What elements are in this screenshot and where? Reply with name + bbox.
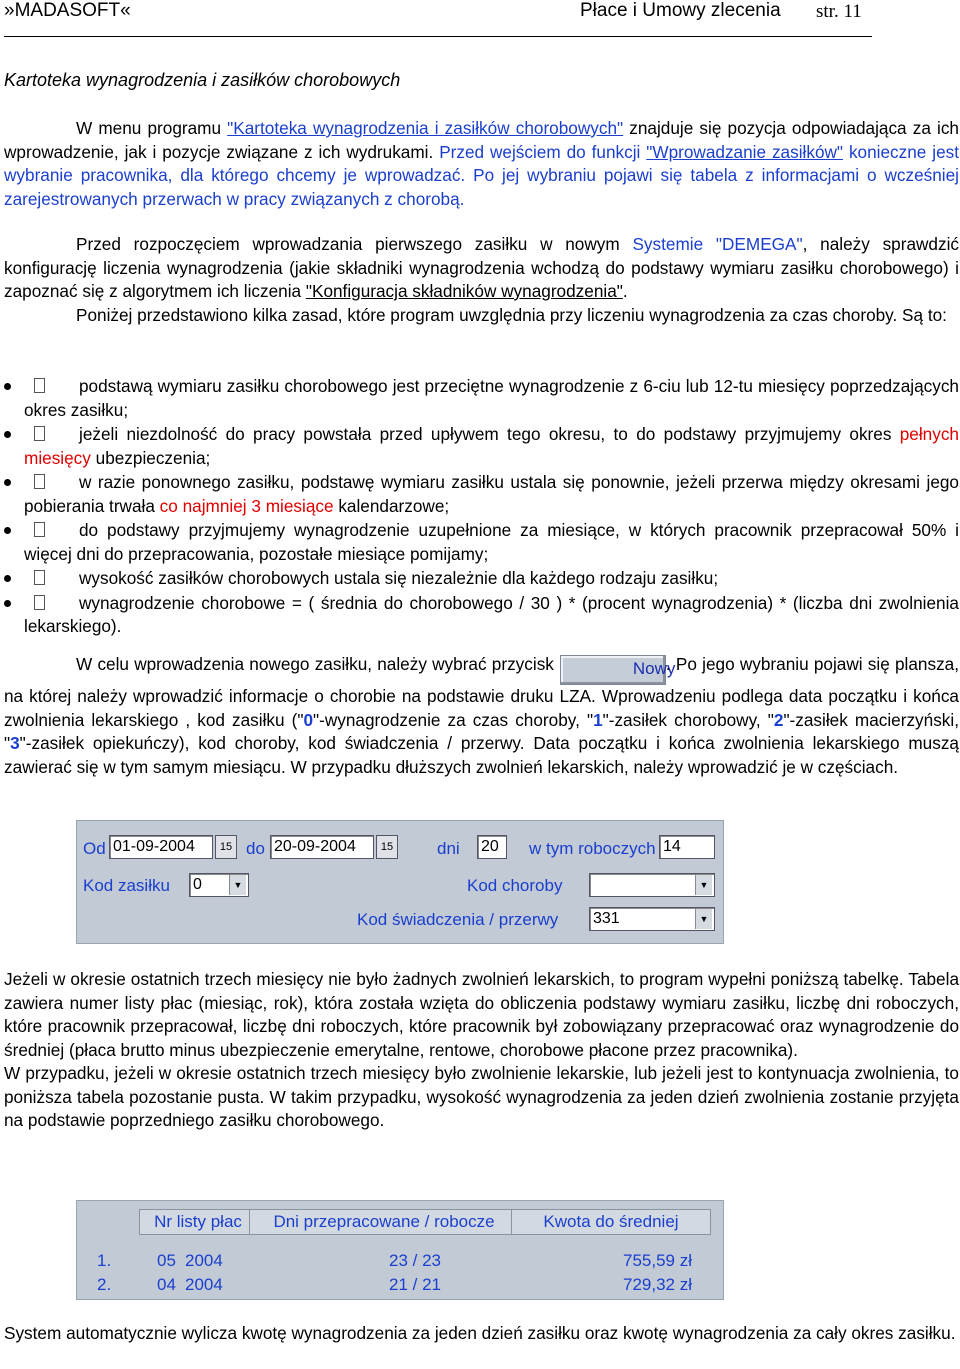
system-name: Systemie "DEMEGA" bbox=[632, 234, 803, 254]
text: Jeżeli w okresie ostatnich trzech miesięcy nie było żadnych zwolnień lekarskich, to program wypełni poniższą tabelkę. Tabela zawiera numer listy płac (miesiąc, rok), która została wzięta do obliczenia podstawy wymiaru zasiłku, liczbę dni roboczych, które pracownik przepracował, liczbę dni roboczych, które pracownik był zobowiązany przepracować oraz wynagrodzenie do średniej (płaca brutto minus ubezpieczenie emerytalne, rentowe, chorobowe płacone przez pracownika). bbox=[4, 969, 959, 1060]
section-title: Kartoteka wynagrodzenia i zasiłków chorobowych bbox=[4, 70, 401, 90]
missing-glyph-icon bbox=[34, 474, 45, 489]
bullet-icon bbox=[4, 600, 11, 607]
do-label: do bbox=[246, 839, 265, 858]
text-blue: konieczne jest wybranie pracownika, dla którego chcemy je wprowadzać. bbox=[4, 141, 960, 185]
kod-zasilku-select[interactable] bbox=[189, 873, 249, 897]
kod-swiadczenia-select[interactable] bbox=[589, 907, 715, 931]
text: . bbox=[622, 281, 628, 301]
dni-label: dni bbox=[437, 839, 460, 858]
bullet-icon bbox=[4, 479, 11, 486]
robocze-label: w tym roboczych bbox=[529, 839, 656, 858]
link-konfiguracja[interactable]: "Konfiguracja składników wynagrodzenia" bbox=[305, 281, 623, 301]
od-label: Od bbox=[83, 839, 106, 858]
missing-glyph-icon bbox=[34, 522, 45, 537]
code-1: 1 bbox=[593, 709, 603, 730]
text: podstawą wymiaru zasiłku chorobowego jest przeciętne wynagrodzenie z 6-ciu lub 12-tu miesięcy poprzedzających okres zasiłku; bbox=[24, 376, 959, 420]
kod-choroby-label: Kod choroby bbox=[467, 876, 563, 895]
calendar-icon[interactable]: 15 bbox=[376, 835, 398, 859]
list-item bbox=[4, 423, 959, 470]
row-list-number: 04 bbox=[157, 1275, 176, 1294]
missing-glyph-icon bbox=[34, 426, 45, 441]
bullet-icon bbox=[4, 527, 11, 534]
nowy-button[interactable]: Nowy bbox=[560, 655, 666, 685]
robocze-field[interactable]: 14 bbox=[659, 835, 715, 859]
paragraph-configuration bbox=[4, 233, 959, 327]
missing-glyph-icon bbox=[34, 570, 45, 585]
od-date-field[interactable]: 01-09-2004 bbox=[109, 835, 213, 859]
text: znajduje się pozycja odpowiadająca za ich wprowadzenie, jak i pozycje związane z ich wydrukami. bbox=[4, 118, 959, 162]
list-item bbox=[4, 567, 959, 591]
link-wprowadzanie-zasilkow[interactable]: "Wprowadzanie zasiłków" bbox=[646, 141, 844, 162]
kod-choroby-select[interactable] bbox=[589, 873, 715, 897]
text: W celu wprowadzenia nowego zasiłku, należy wybrać przycisk bbox=[76, 654, 554, 674]
paragraph-new-benefit bbox=[4, 653, 959, 779]
text: w razie ponownego zasiłku, podstawę wymiaru zasiłku ustala się ponownie, jeżeli przerwa między okresami jego pobierania trwała bbox=[24, 472, 959, 516]
text: "-zasiłek opiekuńczy), kod choroby, kod świadczenia / przerwy. Data początku i końca zwolnienia lekarskiego muszą zawierać się w tym samym miesiącu. W przypadku dłuższych zwolnień lekarskich, należy wprowadzić je w częściach. bbox=[4, 733, 959, 777]
list-item bbox=[4, 519, 959, 566]
code-3: 3 bbox=[10, 733, 20, 753]
column-header-nr-listy[interactable]: Nr listy płac bbox=[139, 1209, 257, 1235]
text: "-zasiłek chorobowy, " bbox=[602, 709, 774, 730]
chevron-down-icon[interactable]: ▼ bbox=[695, 875, 712, 895]
row-amount: 729,32 zł bbox=[623, 1275, 692, 1294]
text: , należy sprawdzić konfigurację liczenia wynagrodzenia (jakie składniki wynagrodzenia wchodzą do podstawy wymiaru zasiłku chorobowego) i zapoznać się z algorytmem ich liczenia bbox=[4, 234, 960, 301]
text: Przed rozpoczęciem wprowadzania pierwszego zasiłku w nowym bbox=[76, 234, 633, 254]
text-blue: Po jej wybraniu pojawi się tabela z informacjami o wcześniej zarejestrowanych przerwach w pracy związanych z chorobą. bbox=[4, 165, 960, 209]
kod-zasilku-label: Kod zasiłku bbox=[83, 876, 170, 895]
text: kalendarzowe; bbox=[333, 495, 450, 516]
row-index: 2. bbox=[97, 1275, 112, 1294]
list-item bbox=[4, 592, 959, 639]
list-item bbox=[4, 471, 959, 518]
bullet-icon bbox=[4, 431, 11, 438]
kod-swiadczenia-value: 331 bbox=[593, 910, 620, 927]
text: wynagrodzenie chorobowe = ( średnia do chorobowego / 30 ) * (procent wynagrodzenia) * (liczba dni zwolnienia lekarskiego). bbox=[24, 592, 959, 636]
chevron-down-icon[interactable]: ▼ bbox=[229, 875, 246, 895]
row-amount: 755,59 zł bbox=[623, 1251, 692, 1270]
text: System automatycznie wylicza kwotę wynagrodzenia za jeden dzień zasiłku oraz kwotę wynagrodzenia za cały okres zasiłku. bbox=[4, 1323, 956, 1343]
text-red: pełnych miesięcy bbox=[24, 424, 959, 468]
text: W przypadku, jeżeli w okresie ostatnich trzech miesięcy było zwolnienie lekarskie, lub jeżeli jest to kontynuacja zwolnienia, to poniższa tabela pozostanie pusta. W takim przypadku, wysokość wynagrodzenia za jeden dzień zwolnienia zostanie przyjęta na podstawie poprzedniego zasiłku chorobowego. bbox=[4, 1063, 959, 1130]
paragraph-rules-intro: Poniżej przedstawiono kilka zasad, które program uwzględnia przy liczeniu wynagrodzenia za czas choroby. Są to: bbox=[76, 304, 947, 325]
row-days: 23 / 23 bbox=[389, 1251, 441, 1270]
text: . Po jego wybraniu pojawi się plansza, na której należy wprowadzić informacje o chorobie na podstawie druku LZA. Wprowadzeniu podlega data początku i końca zwolnienia lekarskiego , kod zasiłku (" bbox=[4, 654, 960, 730]
row-days: 21 / 21 bbox=[389, 1275, 441, 1294]
salary-table bbox=[76, 1200, 724, 1300]
text: jeżeli niezdolność do pracy powstała przed upływem tego okresu, to do podstawy przyjmujemy okres bbox=[79, 424, 900, 444]
bullet-icon bbox=[4, 575, 11, 582]
header-app-name: »MADASOFT« bbox=[4, 0, 131, 21]
link-kartoteka[interactable]: "Kartoteka wynagrodzenia i zasiłków chorobowych" bbox=[227, 118, 624, 138]
column-header-dni[interactable]: Dni przepracowane / robocze bbox=[249, 1209, 519, 1235]
chevron-down-icon[interactable]: ▼ bbox=[695, 909, 712, 929]
text: W menu programu bbox=[76, 118, 228, 138]
list-item bbox=[4, 375, 959, 422]
text-blue: Przed wejściem do funkcji bbox=[439, 141, 647, 162]
column-header-kwota[interactable]: Kwota do średniej bbox=[511, 1209, 711, 1235]
row-year: 2004 bbox=[185, 1275, 223, 1294]
do-date-field[interactable]: 20-09-2004 bbox=[270, 835, 374, 859]
kod-zasilku-value: 0 bbox=[193, 876, 202, 893]
header-page-number: str. 11 bbox=[816, 1, 862, 22]
text: do podstawy przyjmujemy wynagrodzenie uzupełnione za miesiące, w których pracownik przepracował 50% i więcej dni do przepracowania, pozostałe miesiące pomijamy; bbox=[24, 520, 959, 564]
text: ubezpieczenia; bbox=[90, 447, 211, 468]
dni-field[interactable]: 20 bbox=[477, 835, 507, 859]
code-2: 2 bbox=[773, 709, 784, 730]
rules-list bbox=[4, 375, 959, 640]
kod-swiadczenia-label: Kod świadczenia / przerwy bbox=[357, 910, 559, 929]
benefit-form-panel bbox=[76, 820, 724, 944]
row-index: 1. bbox=[97, 1251, 112, 1270]
text: wysokość zasiłków chorobowych ustala się niezależnie dla każdego rodzaju zasiłku; bbox=[79, 568, 719, 588]
row-list-number: 05 bbox=[157, 1251, 176, 1270]
missing-glyph-icon bbox=[34, 595, 45, 610]
paragraph-table-explanation bbox=[4, 968, 959, 1133]
paragraph-summary bbox=[4, 1322, 959, 1346]
header-module-name: Płace i Umowy zlecenia bbox=[580, 0, 781, 21]
paragraph-intro bbox=[4, 117, 959, 211]
text-red: co najmniej 3 miesiące bbox=[159, 495, 334, 516]
bullet-icon bbox=[4, 383, 11, 390]
calendar-icon[interactable]: 15 bbox=[215, 835, 237, 859]
missing-glyph-icon bbox=[34, 378, 45, 393]
text: "-zasiłek macierzyński, " bbox=[4, 709, 959, 753]
code-0: 0 bbox=[303, 709, 314, 730]
header-rule bbox=[4, 36, 872, 37]
row-year: 2004 bbox=[185, 1251, 223, 1270]
text: "-wynagrodzenie za czas choroby, " bbox=[313, 709, 594, 730]
